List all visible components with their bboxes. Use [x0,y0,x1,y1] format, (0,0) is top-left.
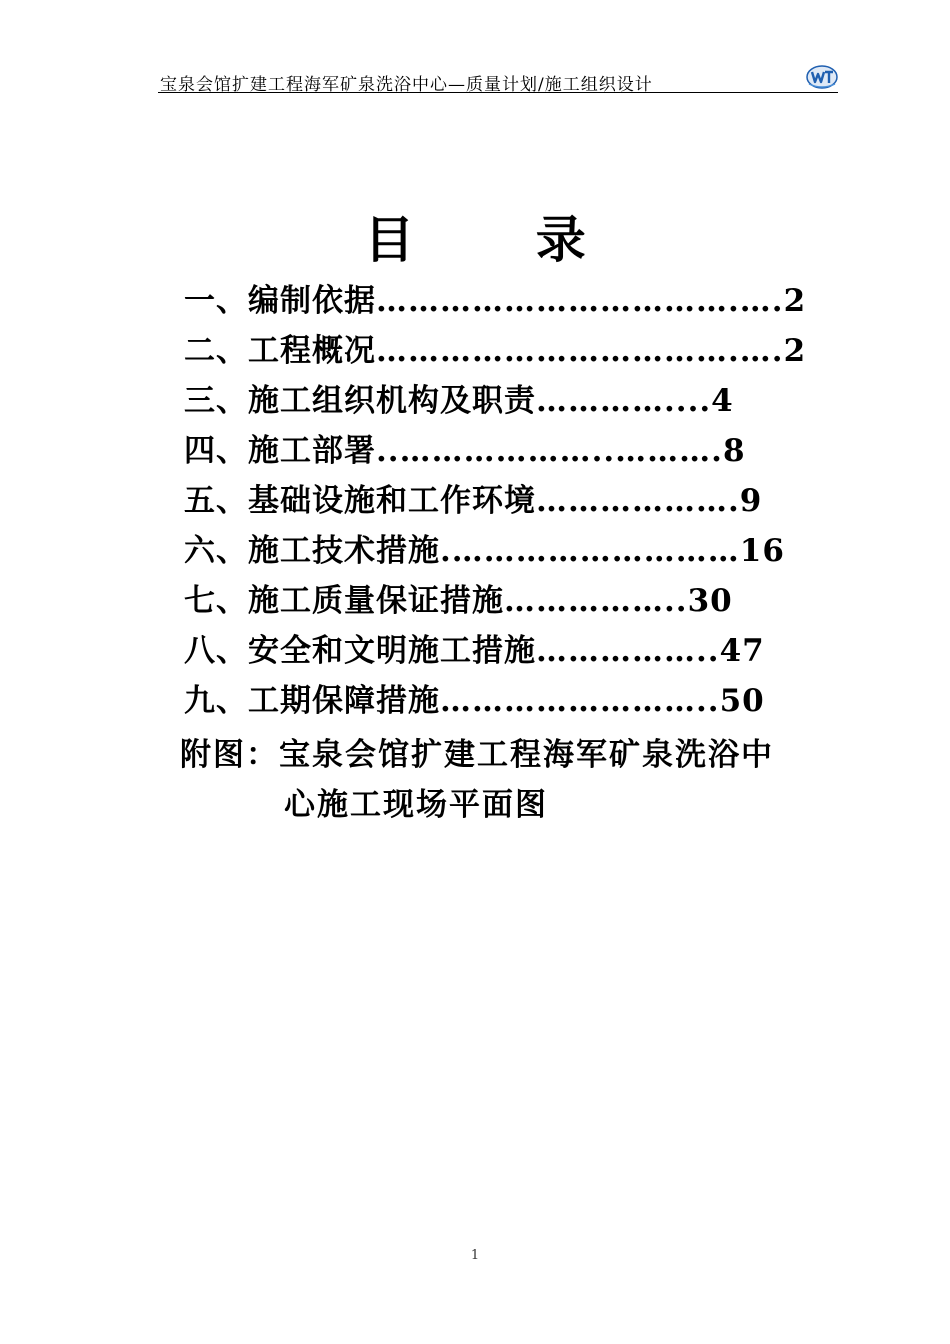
appendix-entry [180,730,860,830]
toc-entry-text: 五、基础设施和工作环境……………….9 [184,483,763,519]
toc-entry-text: 三、施工组织机构及职责…………....4 [184,383,734,419]
company-logo-icon [806,64,838,90]
toc-entry[interactable] [184,276,844,326]
toc-entry-text: 九、工期保障措施……………………..50 [184,683,765,719]
table-of-contents [184,276,844,726]
page-title: 目 录 [364,210,638,269]
toc-entry-text: 四、施工部署..………………..……….8 [184,433,746,469]
toc-entry-text: 六、施工技术措施.………………………16 [184,533,785,569]
toc-entry-text: 一、编制依据…………………………….….2 [184,283,807,319]
toc-entry[interactable] [184,476,844,526]
toc-entry[interactable] [184,376,844,426]
toc-entry[interactable] [184,676,844,726]
page-header [158,64,838,93]
toc-entry-text: 七、施工质量保证措施……………..30 [184,583,733,619]
appendix-line-2: 心施工现场平面图 [284,787,548,823]
toc-entry-text: 二、工程概况…………………………….….2 [184,333,807,369]
toc-entry[interactable] [184,626,844,676]
toc-entry[interactable] [184,526,844,576]
toc-entry-text: 八、安全和文明施工措施……………..47 [184,633,765,669]
toc-entry[interactable] [184,326,844,376]
header-title: 宝泉会馆扩建工程海军矿泉洗浴中心—质量计划/施工组织设计 [160,75,653,95]
page-number: 1 [470,1248,480,1263]
appendix-line-1: 附图：宝泉会馆扩建工程海军矿泉洗浴中 [180,737,774,773]
toc-entry[interactable] [184,426,844,476]
toc-entry[interactable] [184,576,844,626]
